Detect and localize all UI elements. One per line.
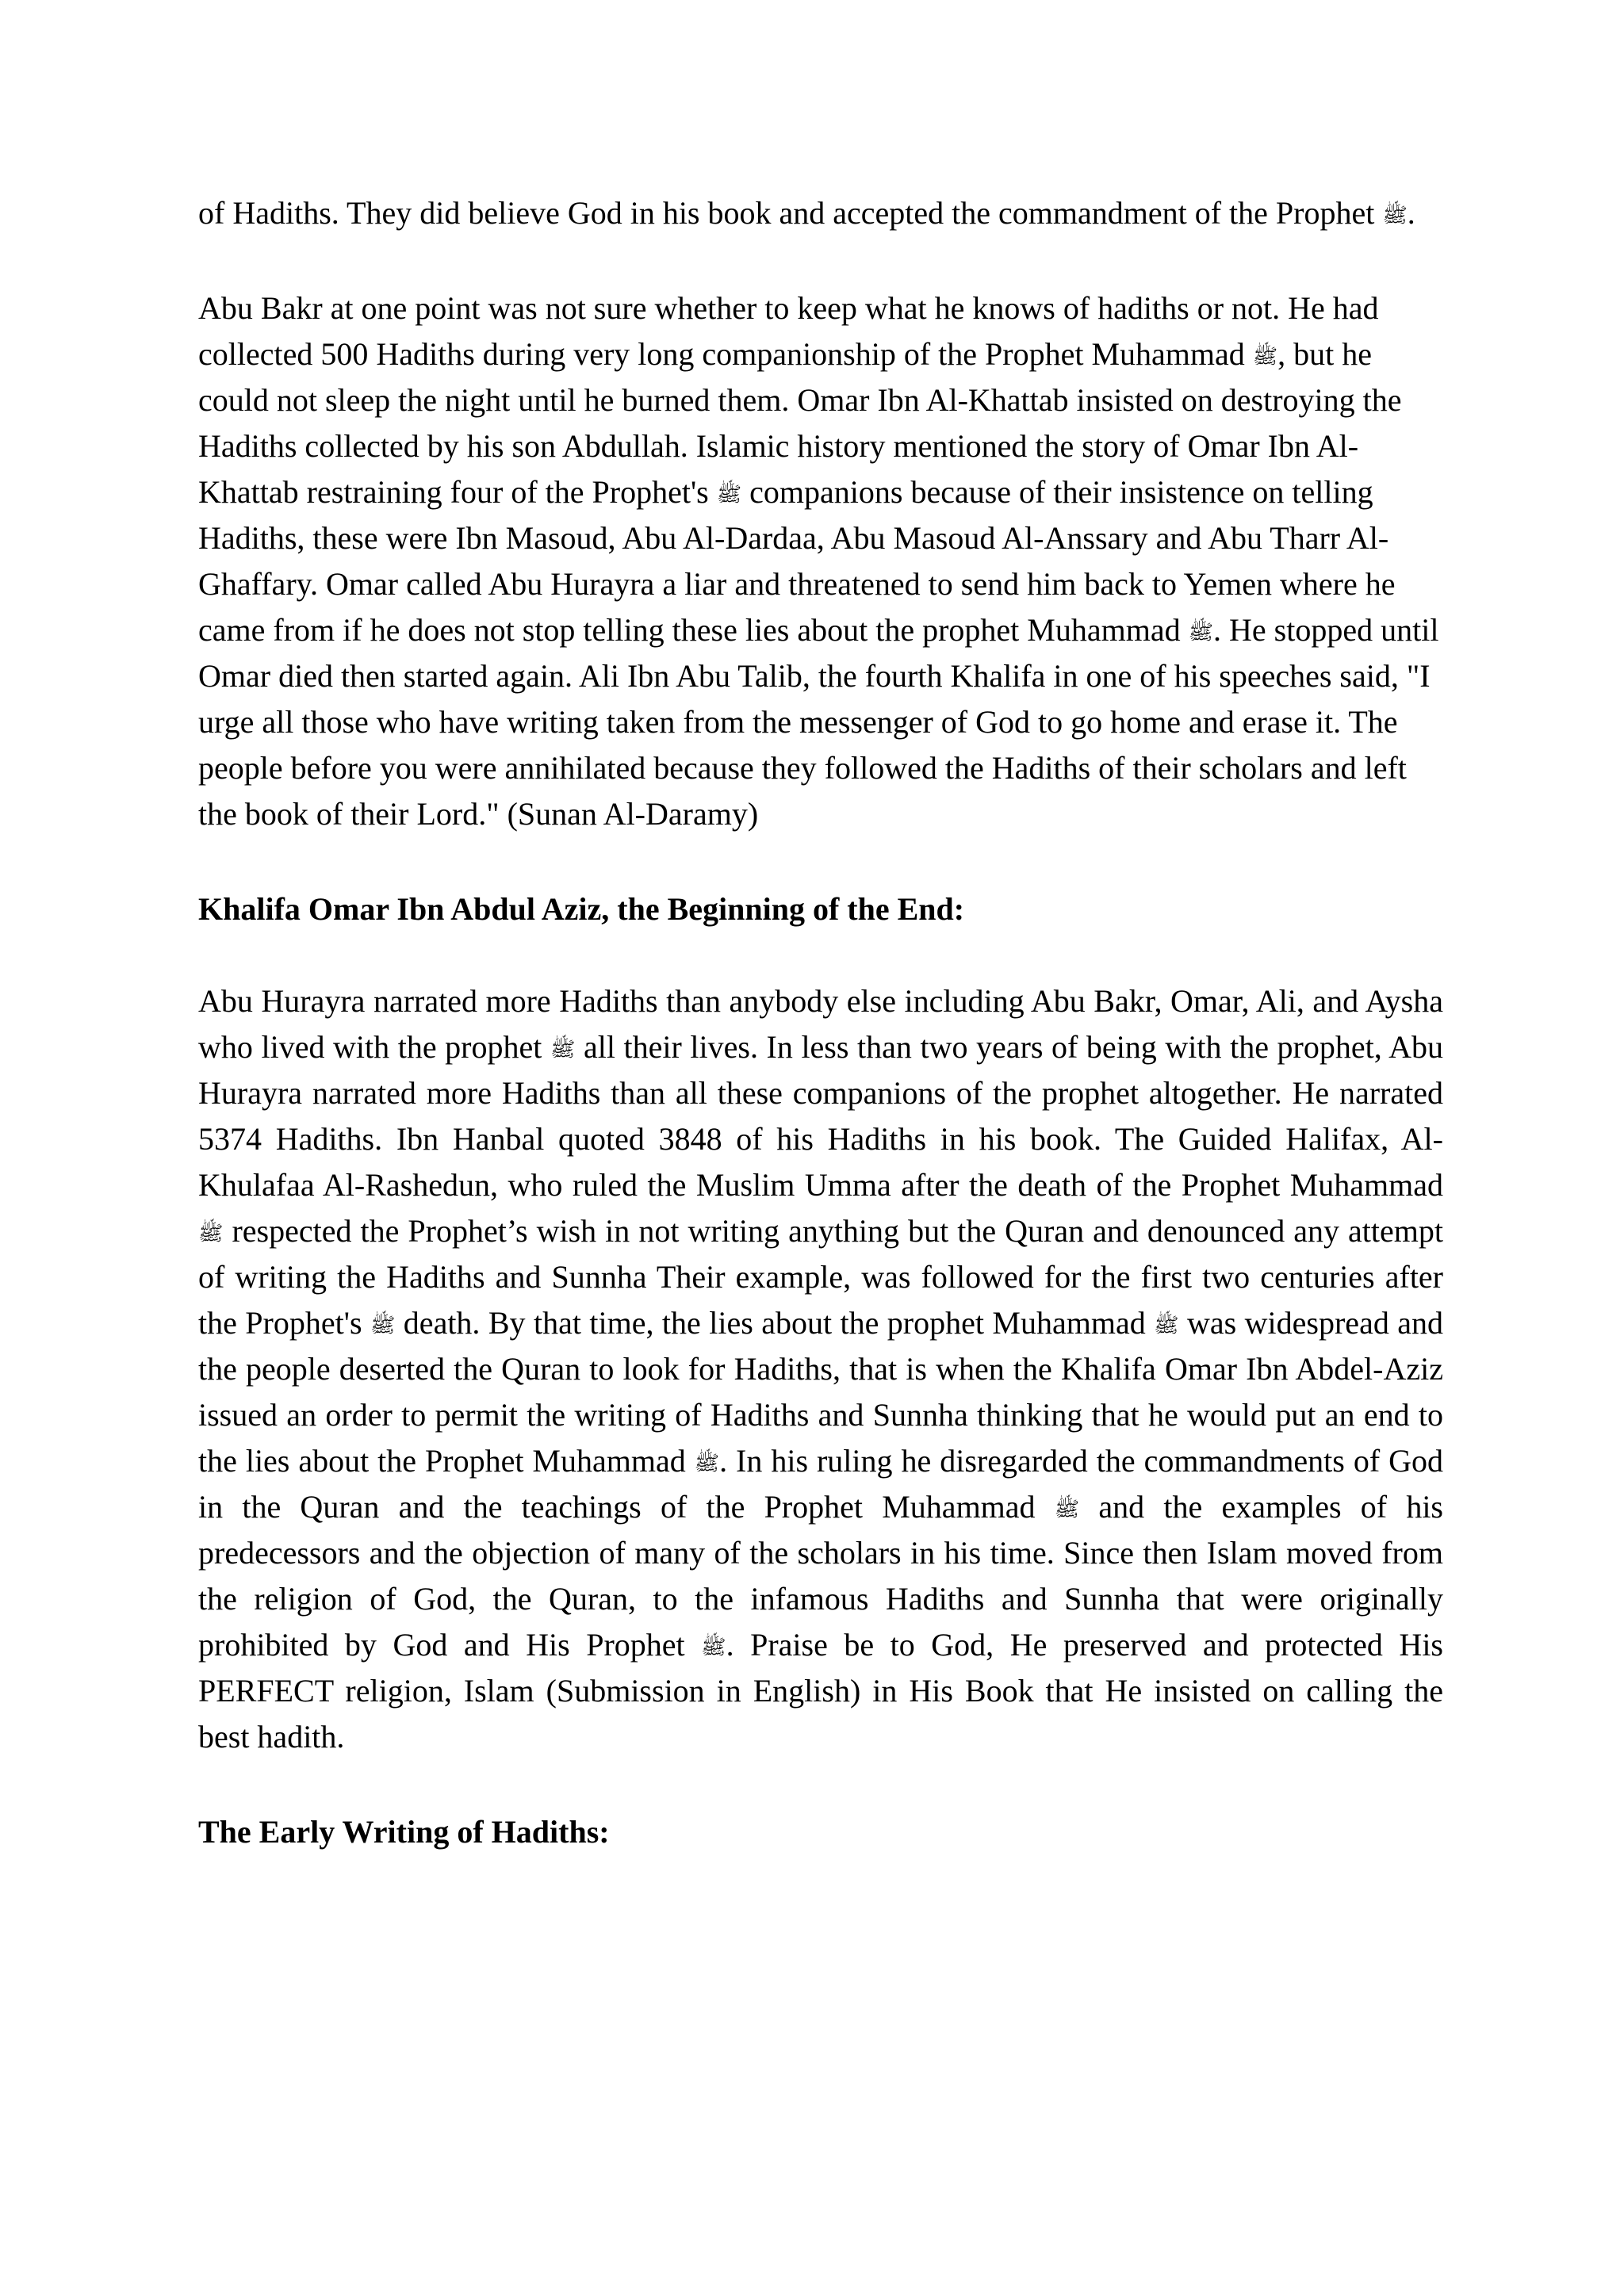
honorific-glyph: ﷺ	[1188, 620, 1214, 645]
honorific-glyph: ﷺ	[1154, 1313, 1179, 1337]
section-heading-omar-ibn-abdul-aziz: Khalifa Omar Ibn Abdul Aziz, the Beginning of the End:	[198, 891, 965, 927]
honorific-glyph: ﷺ	[701, 1635, 726, 1659]
honorific-glyph: ﷺ	[370, 1313, 396, 1337]
honorific-glyph: ﷺ	[1382, 203, 1408, 228]
section-heading-early-writing: The Early Writing of Hadiths:	[198, 1814, 610, 1850]
honorific-glyph: ﷺ	[198, 1221, 224, 1246]
paragraph-continuation: of Hadiths. They did believe God in his book and accepted the commandment of the Prophet ﷺ.	[198, 195, 1415, 231]
document-page	[198, 190, 1443, 1855]
paragraph-abu-hurayra: Abu Hurayra narrated more Hadiths than anybody else including Abu Bakr, Omar, Ali, and Aysha who lived with the prophet ﷺ all their lives. In less than two years of being with the prophet, Abu Hurayra narrated more Hadiths than all these companions of the prophet altogether. He narrated 5374 Hadiths. Ibn Hanbal quoted 3848 of his Hadiths in his book. The Guided Halifax, Al-Khulafaa Al-Rashedun, who ruled the Muslim Umma after the death of the Prophet Muhammad ﷺ respected the Prophet’s wish in not writing anything but the Quran and denounced any attempt of writing the Hadiths and Sunnha Their example, was followed for the first two centuries after the Prophet's ﷺ death. By that time, the lies about the prophet Muhammad ﷺ was widespread and the people deserted the Quran to look for Hadiths, that is when the Khalifa Omar Ibn Abdel-Aziz issued an order to permit the writing of Hadiths and Sunnha thinking that he would put an end to the lies about the Prophet Muhammad ﷺ. In his ruling he disregarded the commandments of God in the Quran and the teachings of the Prophet Muhammad ﷺ and the examples of his predecessors and the objection of many of the scholars in his time. Since then Islam moved from the religion of God, the Quran, to the infamous Hadiths and Sunnha that were originally prohibited by God and His Prophet ﷺ. Praise be to God, He preserved and protected His PERFECT religion, Islam (Submission in English) in His Book that He insisted on calling the best hadith.	[198, 983, 1444, 1755]
honorific-glyph: ﷺ	[694, 1451, 720, 1475]
honorific-glyph: ﷺ	[716, 482, 742, 507]
paragraph-abu-bakr: Abu Bakr at one point was not sure whether to keep what he knows of hadiths or not. He had collected 500 Hadiths during very long companionship of the Prophet Muhammad ﷺ, but he could not sleep the night until he burned them. Omar Ibn Al-Khattab insisted on destroying the Hadiths collected by his son Abdullah. Islamic history mentioned the story of Omar Ibn Al-Khattab restraining four of the Prophet's ﷺ companions because of their insistence on telling Hadiths, these were Ibn Masoud, Abu Al-Dardaa, Abu Masoud Al-Anssary and Abu Tharr Al-Ghaffary. Omar called Abu Hurayra a liar and threatened to send him back to Yemen where he came from if he does not stop telling these lies about the prophet Muhammad ﷺ. He stopped until Omar died then started again. Ali Ibn Abu Talib, the fourth Khalifa in one of his speeches said, "I urge all those who have writing taken from the messenger of God to go home and erase it. The people before you were annihilated because they followed the Hadiths of their scholars and left the book of their Lord." (Sunan Al-Daramy)	[198, 290, 1439, 832]
honorific-glyph: ﷺ	[550, 1037, 576, 1062]
honorific-glyph: ﷺ	[1054, 1497, 1080, 1521]
honorific-glyph: ﷺ	[1252, 344, 1278, 369]
